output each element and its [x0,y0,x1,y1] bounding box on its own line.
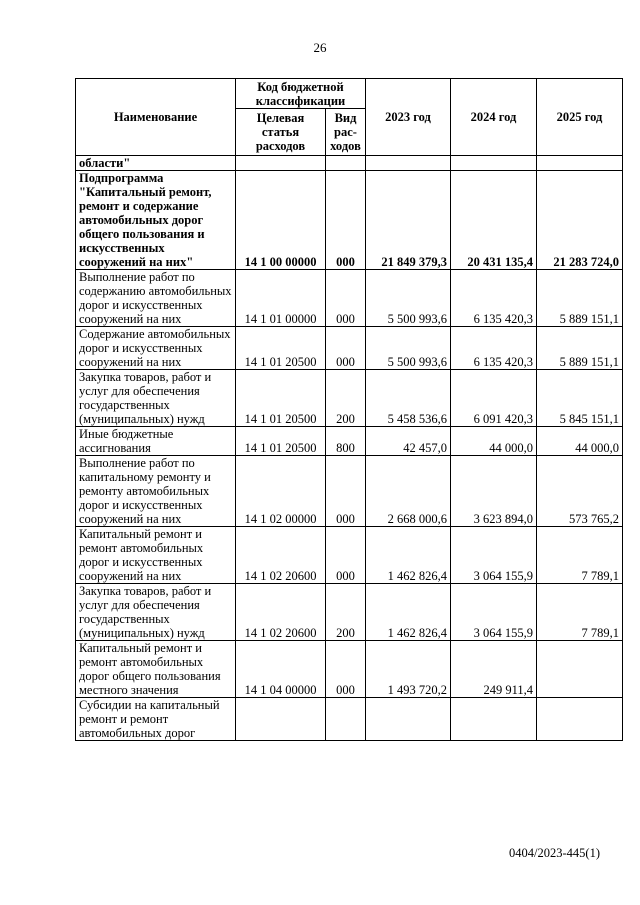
header-2024: 2024 год [451,79,537,156]
row-expense-type: 000 [326,327,366,370]
row-value-2025 [537,156,623,171]
row-value-2023: 1 493 720,2 [366,641,451,698]
row-value-2025: 21 283 724,0 [537,171,623,270]
row-name: Выполнение работ по капитальному ремонту и ремонту автомобильных дорог и искусственных сооружений на них [76,456,236,527]
row-value-2023: 21 849 379,3 [366,171,451,270]
row-name: Субсидии на капитальный ремонт и ремонт автомобильных дорог [76,698,236,741]
row-target-article [236,698,326,741]
row-value-2024: 20 431 135,4 [451,171,537,270]
row-expense-type: 200 [326,584,366,641]
row-value-2023: 2 668 000,6 [366,456,451,527]
row-name: области" [76,156,236,171]
row-value-2023: 1 462 826,4 [366,527,451,584]
row-value-2023: 42 457,0 [366,427,451,456]
row-expense-type: 800 [326,427,366,456]
row-value-2024 [451,156,537,171]
row-value-2024: 6 091 420,3 [451,370,537,427]
header-2023: 2023 год [366,79,451,156]
table-row [76,427,623,456]
row-value-2025: 44 000,0 [537,427,623,456]
page-number: 26 [313,40,327,55]
row-name: Капитальный ремонт и ремонт автомобильных дорог общего пользования местного значения [76,641,236,698]
row-value-2025: 573 765,2 [537,456,623,527]
row-target-article: 14 1 01 00000 [236,270,326,327]
table-row [76,156,623,171]
row-value-2024: 6 135 420,3 [451,327,537,370]
row-expense-type: 000 [326,270,366,327]
table-row [76,456,623,527]
row-expense-type: 000 [326,171,366,270]
row-value-2025: 7 789,1 [537,527,623,584]
row-value-2025 [537,698,623,741]
table-row [76,171,623,270]
header-target-article: Целевая статья расходов [236,109,326,156]
row-target-article: 14 1 04 00000 [236,641,326,698]
row-name: Выполнение работ по содержанию автомобильных дорог и искусственных сооружений на них [76,270,236,327]
table-row [76,270,623,327]
row-expense-type: 000 [326,527,366,584]
row-value-2024: 3 064 155,9 [451,527,537,584]
header-expense-type: Вид рас-ходов [326,109,366,156]
table-row [76,327,623,370]
row-value-2025: 5 845 151,1 [537,370,623,427]
row-value-2023: 5 500 993,6 [366,327,451,370]
table-row [76,698,623,741]
row-value-2024: 249 911,4 [451,641,537,698]
row-value-2025: 5 889 151,1 [537,270,623,327]
table-row [76,370,623,427]
row-name: Иные бюджетные ассигнования [76,427,236,456]
row-value-2024: 3 623 894,0 [451,456,537,527]
row-value-2025 [537,641,623,698]
row-expense-type [326,156,366,171]
header-code-group: Код бюджетной классификации [236,79,366,109]
row-name: Содержание автомобильных дорог и искусственных сооружений на них [76,327,236,370]
row-value-2025: 7 789,1 [537,584,623,641]
row-target-article: 14 1 01 20500 [236,327,326,370]
table-row [76,527,623,584]
row-value-2023: 1 462 826,4 [366,584,451,641]
row-value-2023 [366,698,451,741]
budget-table [75,78,623,741]
header-name: Наименование [76,79,236,156]
row-target-article: 14 1 01 20500 [236,370,326,427]
row-value-2025: 5 889 151,1 [537,327,623,370]
table-row [76,584,623,641]
table-row [76,641,623,698]
row-target-article: 14 1 01 20500 [236,427,326,456]
row-name: Закупка товаров, работ и услуг для обеспечения государственных (муниципальных) нужд [76,370,236,427]
document-code: 0404/2023-445(1) [509,846,600,860]
row-name: Капитальный ремонт и ремонт автомобильных дорог и искусственных сооружений на них [76,527,236,584]
row-value-2024: 3 064 155,9 [451,584,537,641]
row-value-2024 [451,698,537,741]
row-target-article: 14 1 00 00000 [236,171,326,270]
row-expense-type: 000 [326,456,366,527]
row-target-article: 14 1 02 20600 [236,584,326,641]
row-expense-type [326,698,366,741]
header-2025: 2025 год [537,79,623,156]
row-target-article [236,156,326,171]
row-name: Закупка товаров, работ и услуг для обеспечения государственных (муниципальных) нужд [76,584,236,641]
row-expense-type: 200 [326,370,366,427]
row-value-2023: 5 458 536,6 [366,370,451,427]
row-value-2023: 5 500 993,6 [366,270,451,327]
row-value-2023 [366,156,451,171]
row-value-2024: 44 000,0 [451,427,537,456]
row-expense-type: 000 [326,641,366,698]
row-target-article: 14 1 02 20600 [236,527,326,584]
row-name: Подпрограмма "Капитальный ремонт, ремонт и содержание автомобильных дорог общего пользования и искусственных сооружений на них" [76,171,236,270]
row-target-article: 14 1 02 00000 [236,456,326,527]
row-value-2024: 6 135 420,3 [451,270,537,327]
